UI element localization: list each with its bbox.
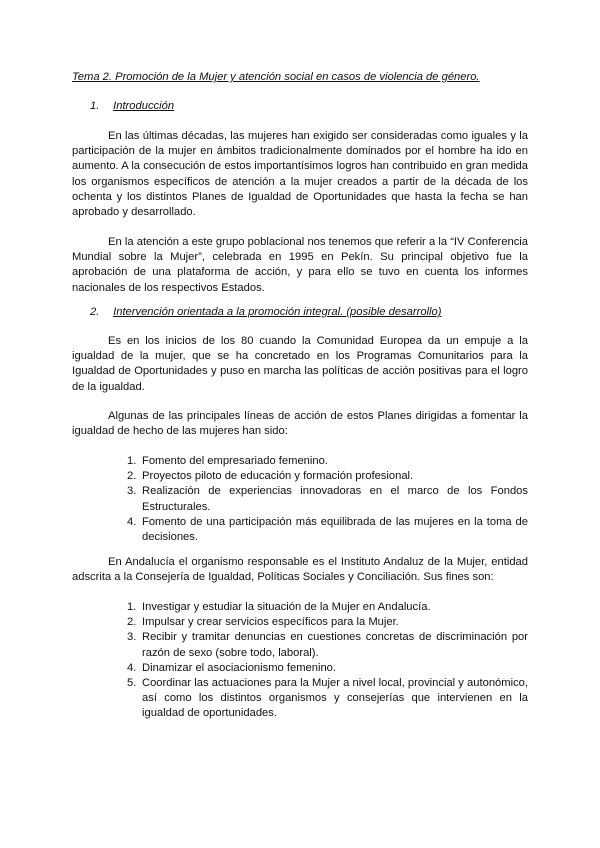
institute-aims-list (72, 600, 528, 722)
list-item (72, 454, 528, 469)
list-text: Realización de experiencias innovadoras en el marco de los Fondos Estructurales. (142, 485, 528, 513)
list-item (72, 676, 528, 722)
list-text: Proyectos piloto de educación y formación profesional. (142, 470, 414, 483)
list-number: 5. (127, 677, 137, 690)
list-text: Investigar y estudiar la situación de la Mujer en Andalucía. (142, 601, 431, 613)
list-item (72, 515, 528, 545)
section-heading-1 (90, 99, 174, 114)
action-lines-list (72, 454, 528, 545)
list-item (72, 630, 528, 660)
paragraph: En Andalucía el organismo responsable es el Instituto Andaluz de la Mujer, entidad adscrita a la Consejería de Igualdad, Políticas Sociales y Conciliación. Sus fines son: (72, 556, 528, 584)
list-item (72, 469, 528, 484)
list-item (72, 600, 528, 615)
section-title: Introducción (113, 100, 175, 112)
list-number: 3. (127, 485, 137, 498)
list-text: Fomento del empresariado femenino. (142, 455, 328, 467)
section-title: Intervención orientada a la promoción integral. (posible desarrollo) (113, 306, 442, 318)
section-number: 1. (90, 100, 100, 112)
paragraph: En la atención a este grupo poblacional nos tenemos que referir a la “IV Conferencia Mundial sobre la Mujer”, celebrada en 1995 en Pekín. Su principal objetivo fue la aprobación de una plataforma de acción, y para ello se tuvo en cuenta los informes nacionales de los respectivos Estados. (72, 236, 528, 294)
list-text: Fomento de una participación más equilibrada de las mujeres en la toma de decisiones. (142, 515, 528, 544)
list-item (72, 484, 528, 514)
section-number: 2. (90, 306, 100, 318)
list-number: 1. (127, 601, 137, 613)
list-text: Impulsar y crear servicios específicos para la Mujer. (142, 616, 399, 629)
list-number: 4. (127, 515, 137, 528)
list-text: Dinamizar el asociacionismo femenino. (142, 661, 337, 674)
list-item (72, 615, 528, 630)
list-number: 2. (127, 470, 137, 483)
list-text: Coordinar las actuaciones para la Mujer a nivel local, provincial y autonómico, así como los distintos organismos y consejerías que intervienen en la igualdad de oportunidades. (142, 677, 528, 720)
list-number: 1. (127, 455, 137, 467)
paragraph: Algunas de las principales líneas de acción de estos Planes dirigidas a fomentar la igualdad de hecho de las mujeres han sido: (72, 410, 528, 438)
document-title: Tema 2. Promoción de la Mujer y atención social en casos de violencia de género. (72, 71, 480, 83)
section-heading-2 (90, 305, 441, 320)
paragraph: Es en los inicios de los 80 cuando la Comunidad Europea da un empuje a la igualdad de la mujer, que se ha concretado en los Programas Comunitarios para la Igualdad de Oportunidades y puso en marcha las políticas de acción positivas para el logro de la igualdad. (72, 335, 528, 393)
list-number: 4. (127, 661, 137, 674)
list-item (72, 661, 528, 676)
list-number: 3. (127, 631, 137, 644)
list-number: 2. (127, 616, 137, 629)
paragraph: En las últimas décadas, las mujeres han exigido ser consideradas como iguales y la participación de la mujer en ámbitos tradicionalmente dominados por el hombre ha ido en aumento. A la consecución de estos importantísimos logros han contribuido en gran medida los organismos específicos de atención a la mujer creados a partir de la década de los ochenta y los distintos Planes de Igualdad de Oportunidades que hasta la fecha se han aprobado y desarrollado. (72, 130, 528, 219)
list-text: Recibir y tramitar denuncias en cuestiones concretas de discriminación por razón de sexo (sobre todo, laboral). (142, 631, 528, 659)
